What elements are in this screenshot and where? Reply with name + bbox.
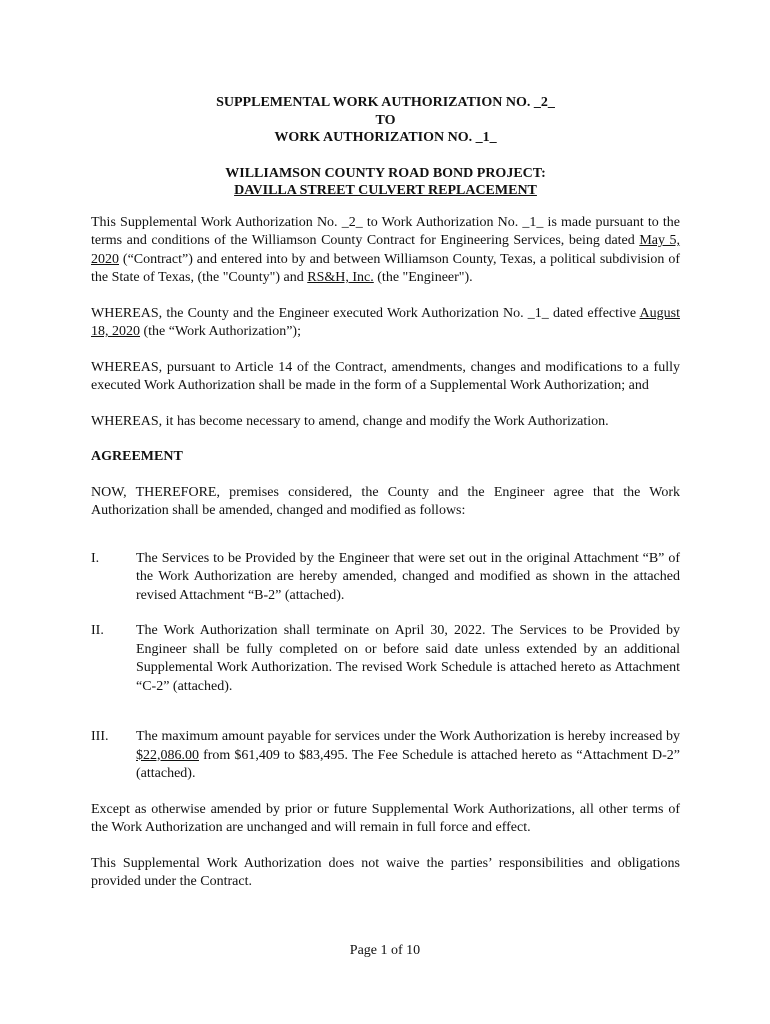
- list-item-text: The Work Authorization shall terminate on April 30, 2022. The Services to be Provided by Engineer shall be fully completed on or before said date unless extended by an additional Supplemental Work Authorization. The revised Work Schedule is attached hereto as Attachment “C-2” (attached).: [136, 623, 680, 694]
- list-item: [91, 550, 680, 606]
- intro-text-1: This Supplemental Work Authorization No. _2_ to Work Authorization No. _1_ is made pursuant to the terms and conditions of the Williamson County Contract for Engineering Services, being dated: [91, 214, 680, 248]
- amendment-list: [91, 550, 680, 784]
- list-item-numeral: III.: [91, 729, 109, 744]
- whereas1-text-1: WHEREAS, the County and the Engineer executed Work Authorization No.: [91, 305, 528, 321]
- list-item-text: [136, 728, 680, 784]
- project-title-line-1: WILLIAMSON COUNTY ROAD BOND PROJECT:: [225, 165, 546, 181]
- project-title-line-2: DAVILLA STREET CULVERT REPLACEMENT: [234, 183, 537, 198]
- title-line-3: WORK AUTHORIZATION NO. _1_: [274, 130, 497, 145]
- title-line-2: TO: [375, 112, 396, 128]
- engineer-name: RS&H, Inc.: [307, 270, 374, 285]
- page-number: Page 1 of 10: [349, 943, 421, 958]
- increase-amount: $22,086.00: [136, 747, 199, 763]
- whereas-paragraph-3: WHEREAS, it has become necessary to amend, change and modify the Work Authorization.: [91, 413, 609, 429]
- except-paragraph: Except as otherwise amended by prior or future Supplemental Work Authorizations, all other terms of the Work Authorization are unchanged and will remain in full force and effect.: [91, 801, 680, 835]
- whereas-paragraph-1: [91, 305, 680, 342]
- whereas1-date: August 18, 2020: [91, 305, 680, 339]
- document-title: [91, 94, 680, 200]
- contract-date: May 5, 2020: [91, 233, 681, 267]
- title-line-1: SUPPLEMENTAL WORK AUTHORIZATION NO. _2_: [216, 95, 555, 110]
- whereas-paragraph-2: WHEREAS, pursuant to Article 14 of the Contract, amendments, changes and modifications to a fully executed Work Authorization shall be made in the form of a Supplemental Work Authorization; and: [91, 359, 680, 393]
- waiver-paragraph: This Supplemental Work Authorization does not waive the parties’ responsibilities and obligations provided under the Contract.: [91, 855, 680, 889]
- whereas1-wa-no: _1_: [527, 305, 549, 321]
- now-therefore-paragraph: NOW, THEREFORE, premises considered, the County and the Engineer agree that the Work Authorization shall be amended, changed and modified as follows:: [91, 484, 680, 518]
- agreement-heading: AGREEMENT: [91, 449, 183, 464]
- intro-text-2: (“Contract”) and entered into by and between Williamson County, Texas, a political subdivision of the State of Texas, (the "County") and: [91, 251, 680, 285]
- intro-text-3: (the "Engineer").: [373, 270, 473, 285]
- intro-paragraph: [91, 214, 680, 288]
- list-item-text: The Services to be Provided by the Engineer that were set out in the original Attachment “B” of the Work Authorization are hereby amended, changed and modified as shown in the attached revised Attachment “B-2” (attached).: [136, 550, 680, 603]
- list-item-numeral: II.: [91, 623, 104, 638]
- item3-text-2: from $61,409 to $83,495. The Fee Schedule is attached hereto as “Attachment D-2” (attached).: [136, 747, 680, 781]
- list-item-numeral: I.: [91, 550, 100, 566]
- whereas1-text-3: (the “Work Authorization”);: [140, 324, 301, 339]
- whereas1-text-2: dated effective: [548, 305, 640, 321]
- item3-text-1: The maximum amount payable for services under the Work Authorization is hereby increased by: [136, 729, 680, 744]
- list-item: [91, 728, 680, 784]
- list-item: [91, 622, 680, 696]
